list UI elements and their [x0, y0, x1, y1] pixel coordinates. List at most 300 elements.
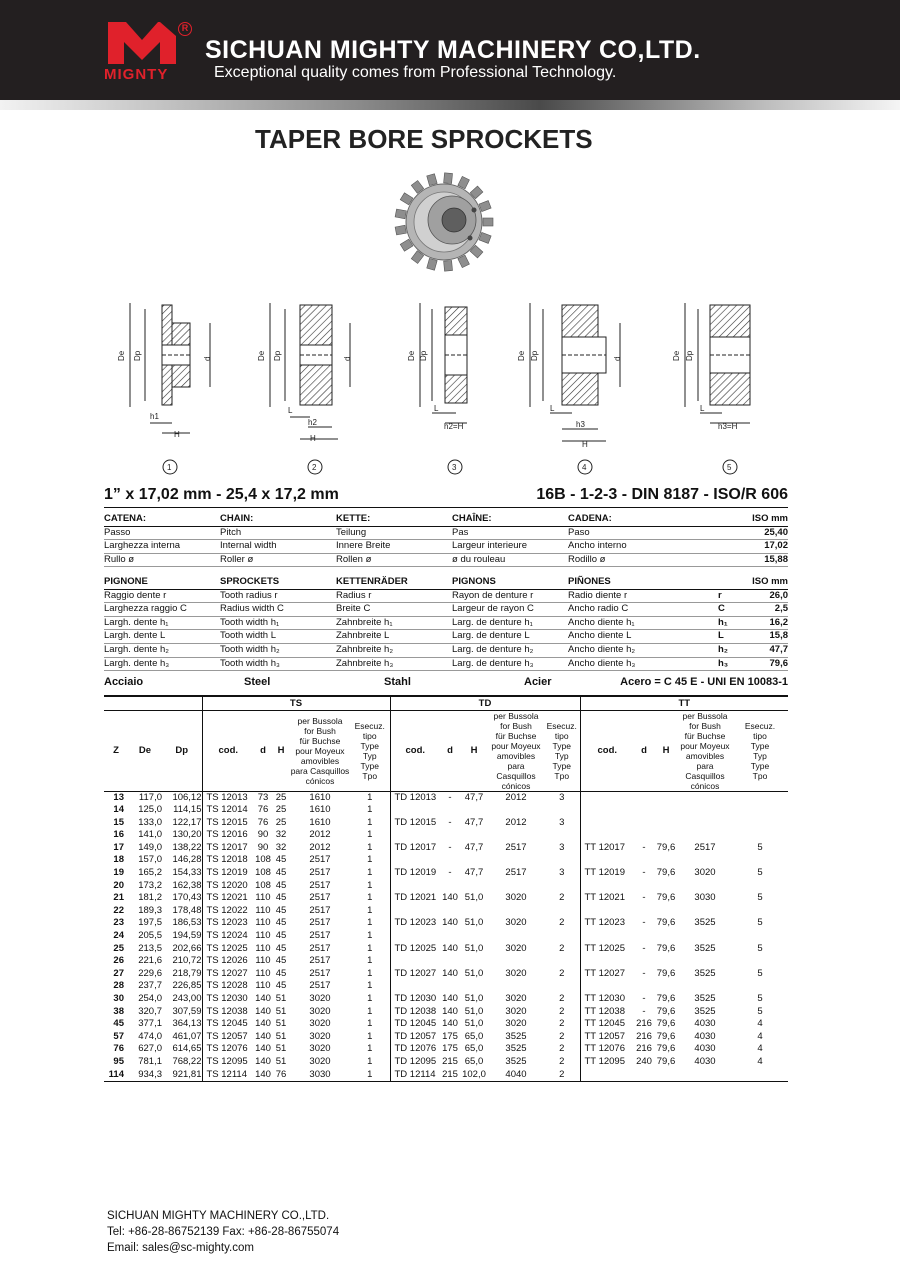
table-cell: 364,13 [172, 1018, 202, 1030]
table-cell: TS 12023 [202, 917, 254, 930]
table-cell: Roller ø [220, 553, 336, 567]
table-cell: 3030 [694, 892, 716, 904]
table-cell: 79,6 [656, 1018, 676, 1030]
table-cell: 921,81 [162, 1069, 202, 1082]
table-cell: Radius width C [220, 603, 336, 617]
table-cell: Zahnbreite h₂ [336, 643, 452, 657]
table-cell: 614,65 [172, 1043, 202, 1055]
table-cell: TS 12025 [202, 943, 254, 956]
table-cell: 20 [113, 879, 124, 891]
table-cell: 181,2 [138, 892, 162, 904]
table-cell: 47,7 [464, 841, 484, 853]
table-cell: 76 [257, 816, 269, 828]
table-cell: 2 [559, 1043, 565, 1055]
group-td: TD [390, 696, 580, 710]
table-cell: 3020 [505, 1018, 527, 1030]
table-cell: 122,17 [172, 816, 202, 828]
table-cell [654, 980, 678, 993]
table-cell [488, 829, 544, 842]
table-cell: 2012 [309, 829, 331, 841]
table-cell: Rollen ø [336, 553, 452, 567]
table-cell: TS 12019 [202, 867, 254, 880]
drawing-type-1 [117, 303, 212, 474]
material-en: Steel [244, 676, 271, 688]
table-cell: 25 [113, 942, 124, 954]
table-cell: 2517 [505, 867, 527, 879]
header-cell: PIGNONE [104, 576, 220, 589]
table-cell: r [718, 589, 748, 603]
table-cell: 141,0 [138, 829, 162, 841]
table-cell: - [448, 816, 452, 828]
table-cell: 76 [113, 1043, 124, 1055]
table-cell: 25 [275, 804, 287, 816]
table-cell: Ancho radio C [568, 603, 718, 617]
table-row [104, 867, 788, 880]
table-cell: 3020 [505, 1005, 527, 1017]
group-tt: TT [580, 696, 788, 710]
table-cell: 108 [255, 867, 271, 879]
table-cell: 110 [255, 955, 271, 967]
table-cell: 102,0 [460, 1069, 488, 1082]
table-cell: 178,48 [172, 904, 202, 916]
svg-text:Dp: Dp [273, 350, 282, 361]
table-cell: 140 [255, 1018, 271, 1030]
table-cell: 1 [367, 892, 373, 904]
table-cell [580, 980, 634, 993]
table-row [104, 526, 788, 540]
table-row [104, 589, 788, 603]
column-header: H [654, 710, 678, 791]
table-cell [390, 854, 440, 867]
svg-text:H: H [582, 440, 588, 449]
table-cell [488, 930, 544, 943]
table-cell: Largh. dente h₁ [104, 616, 220, 630]
sprocket-photo [394, 170, 494, 274]
table-cell [634, 791, 654, 804]
table-cell: - [642, 867, 646, 879]
table-cell: 45 [275, 917, 287, 929]
table-cell [732, 817, 788, 830]
table-cell: TT 12038 [580, 1006, 634, 1019]
table-cell: 3020 [309, 993, 331, 1004]
chain-size-spec: 1” x 17,02 mm - 25,4 x 17,2 mm [104, 486, 339, 503]
table-cell: TS 12114 [202, 1069, 254, 1082]
table-cell: TS 12028 [202, 980, 254, 993]
header-gradient-band [0, 100, 900, 110]
column-header: d [634, 710, 654, 791]
table-cell: 25 [275, 791, 287, 803]
table-cell: 197,5 [138, 917, 162, 929]
table-cell: 1610 [309, 816, 331, 828]
table-cell: 194,59 [172, 930, 202, 942]
table-cell: TD 12095 [390, 1056, 440, 1069]
table-row [104, 791, 788, 804]
table-cell: 25 [275, 816, 287, 828]
table-cell: 79,6 [656, 841, 676, 853]
table-cell [580, 817, 634, 830]
table-cell: 377,1 [138, 1018, 162, 1030]
table-cell: 140 [442, 993, 458, 1004]
table-cell: 3 [559, 867, 565, 879]
table-cell: 3020 [505, 967, 527, 979]
svg-text:1: 1 [167, 463, 172, 472]
table-cell: 461,07 [172, 1030, 202, 1042]
table-cell: 189,3 [138, 904, 162, 916]
table-cell: 5 [757, 993, 763, 1004]
table-cell: - [642, 942, 646, 954]
table-cell: 65,0 [464, 1055, 484, 1067]
table-cell: TD 12013 [390, 791, 440, 804]
table-cell: 16 [113, 829, 124, 841]
table-row [104, 630, 788, 644]
table-row [104, 955, 788, 968]
table-cell: Larg. de denture h₂ [452, 643, 568, 657]
table-cell: 51 [275, 1018, 287, 1030]
table-cell: 4040 [488, 1069, 544, 1082]
header-banner [0, 0, 900, 103]
table-cell: Rodillo ø [568, 553, 718, 567]
table-cell [634, 1069, 654, 1082]
table-cell [732, 930, 788, 943]
table-cell: h₃ [718, 657, 748, 671]
table-cell [544, 980, 580, 993]
table-cell: TT 12057 [580, 1031, 634, 1044]
table-cell [488, 804, 544, 817]
table-cell: 65,0 [464, 1043, 484, 1055]
table-cell: 108 [255, 879, 271, 891]
table-cell: Paso [568, 526, 718, 540]
table-cell: Ancho interno [568, 540, 718, 554]
table-cell: 215 [440, 1069, 460, 1082]
table-cell [634, 930, 654, 943]
table-cell [654, 905, 678, 918]
table-cell: Ancho diente L [568, 630, 718, 644]
table-cell [654, 1069, 678, 1082]
sprocket-tooth [395, 225, 406, 235]
drawing-type-2 [257, 303, 352, 474]
table-cell: 2517 [309, 967, 331, 979]
column-header: H [272, 710, 290, 791]
table-row [104, 643, 788, 657]
table-cell: Largh. dente L [104, 630, 220, 644]
column-header: cod. [580, 710, 634, 791]
table-cell: - [642, 917, 646, 929]
table-cell: 162,38 [172, 879, 202, 891]
table-cell: 45 [275, 904, 287, 916]
table-cell: 14 [113, 804, 124, 816]
table-cell: 781,1 [138, 1055, 162, 1067]
table-cell: 2 [559, 993, 565, 1004]
table-cell [732, 829, 788, 842]
table-cell: 45 [275, 892, 287, 904]
table-cell [580, 804, 634, 817]
table-cell [440, 905, 460, 918]
table-row [104, 892, 788, 905]
table-cell: 140 [442, 1005, 458, 1017]
table-cell [440, 955, 460, 968]
sprocket-tooth [395, 209, 406, 219]
table-cell [460, 880, 488, 893]
column-header: cod. [390, 710, 440, 791]
table-cell: Innere Breite [336, 540, 452, 554]
table-cell: 1 [367, 917, 373, 929]
svg-text:L: L [434, 404, 439, 413]
header-cell: SPROCKETS [220, 576, 336, 589]
table-cell: 45 [275, 980, 287, 992]
table-cell: 95 [113, 1055, 124, 1067]
table-cell: 51 [275, 1043, 287, 1055]
table-row [104, 616, 788, 630]
table-cell: 4030 [694, 1018, 716, 1030]
table-cell: 90 [257, 829, 269, 841]
svg-text:h3=H: h3=H [718, 422, 738, 431]
table-cell [678, 930, 732, 943]
table-cell: 170,43 [172, 892, 202, 904]
sprocket-tooth [427, 174, 437, 186]
column-header: d [254, 710, 272, 791]
table-cell [440, 804, 460, 817]
table-cell [678, 829, 732, 842]
table-cell: 110 [255, 967, 271, 979]
table-cell: 229,6 [138, 967, 162, 979]
table-cell: 2517 [309, 942, 331, 954]
sprocket-data-table [104, 695, 788, 1082]
group-ts: TS [202, 696, 390, 710]
table-cell [440, 829, 460, 842]
table-cell: 1 [367, 1030, 373, 1042]
table-cell: TD 12021 [390, 892, 440, 905]
table-row [104, 603, 788, 617]
table-cell: Rullo ø [104, 553, 220, 567]
table-cell: Breite C [336, 603, 452, 617]
table-cell: 2517 [309, 854, 331, 866]
table-cell: TT 12023 [580, 917, 634, 930]
table-cell: 1 [367, 967, 373, 979]
table-cell: 79,6 [656, 917, 676, 929]
table-cell: Pitch [220, 526, 336, 540]
svg-text:h3: h3 [576, 420, 585, 429]
svg-text:d: d [203, 356, 212, 361]
table-cell [732, 905, 788, 918]
material-de: Stahl [384, 676, 411, 688]
table-cell: 175 [442, 1030, 458, 1042]
table-cell [654, 791, 678, 804]
table-cell: 140 [442, 1018, 458, 1030]
table-cell [718, 553, 748, 567]
table-cell: 237,7 [138, 980, 162, 992]
table-cell [580, 930, 634, 943]
table-cell: 47,7 [464, 816, 484, 828]
table-cell: Raggio dente r [104, 589, 220, 603]
header-cell: KETTE: [336, 513, 452, 526]
table-cell [634, 817, 654, 830]
table-row [104, 657, 788, 671]
footer-contact: Tel: +86-28-86752139 Fax: +86-28-86755074 [107, 1226, 340, 1238]
table-cell: TT 12076 [580, 1043, 634, 1056]
table-cell: TD 12030 [390, 993, 440, 1006]
table-cell: Tooth width L [220, 630, 336, 644]
svg-text:Dp: Dp [685, 350, 694, 361]
table-cell: 3030 [290, 1069, 350, 1082]
table-cell: TD 12019 [390, 867, 440, 880]
svg-text:d: d [613, 356, 622, 361]
table-row [104, 553, 788, 567]
column-header: H [460, 710, 488, 791]
svg-text:3: 3 [452, 463, 457, 472]
table-cell: 1 [367, 1043, 373, 1055]
table-cell [460, 804, 488, 817]
table-cell: 79,6 [656, 1055, 676, 1067]
svg-text:h2: h2 [308, 418, 317, 427]
table-cell: Zahnbreite h₁ [336, 616, 452, 630]
table-cell: 45 [275, 879, 287, 891]
table-cell: 17 [113, 841, 124, 853]
table-cell: 627,0 [138, 1043, 162, 1055]
table-cell: 5 [757, 917, 763, 929]
table-cell: ø du rouleau [452, 553, 568, 567]
table-cell: 2517 [309, 904, 331, 916]
table-cell: Radio diente r [568, 589, 718, 603]
table-cell [580, 1069, 634, 1082]
table-cell: TD 12076 [390, 1043, 440, 1056]
table-cell [580, 905, 634, 918]
table-cell: Zahnbreite h₃ [336, 657, 452, 671]
table-cell: 1 [367, 804, 373, 816]
table-cell: 130,20 [172, 829, 202, 841]
table-cell: Larghezza interna [104, 540, 220, 554]
table-cell: TD 12015 [390, 817, 440, 830]
table-cell: 3 [559, 791, 565, 803]
table-cell: 140 [255, 993, 271, 1004]
column-header: Dp [162, 710, 202, 791]
table-cell: 79,6 [656, 867, 676, 879]
table-cell [440, 980, 460, 993]
table-cell [488, 980, 544, 993]
table-cell [732, 854, 788, 867]
table-cell: TD 12023 [390, 917, 440, 930]
table-cell: 133,0 [138, 816, 162, 828]
column-header: per Bussola for Bush für Buchse pour Moyeux amovibles para Casquillos cónicos [290, 710, 350, 791]
table-cell: TS 12021 [202, 892, 254, 905]
table-cell: - [642, 993, 646, 1004]
header-cell [718, 513, 748, 526]
table-cell: 38 [113, 1005, 124, 1017]
table-cell: TD 12027 [390, 968, 440, 981]
sprocket-tooth [479, 232, 491, 243]
table-cell: 202,66 [172, 942, 202, 954]
footer-email: Email: sales@sc-mighty.com [107, 1242, 254, 1254]
table-cell: 215 [442, 1055, 458, 1067]
table-cell: 240 [636, 1055, 652, 1067]
table-cell: 3 [559, 841, 565, 853]
table-cell: 3525 [505, 1055, 527, 1067]
table-cell: TS 12014 [202, 804, 254, 817]
table-row [104, 829, 788, 842]
table-cell [634, 804, 654, 817]
table-header-row [104, 576, 788, 589]
table-cell: 221,6 [138, 955, 162, 967]
svg-text:De: De [407, 350, 416, 361]
table-cell: 1 [367, 854, 373, 866]
table-cell: Largeur interieure [452, 540, 568, 554]
table-cell [678, 791, 732, 804]
svg-text:d: d [343, 356, 352, 361]
table-cell [440, 854, 460, 867]
table-cell: 17,02 [748, 540, 788, 554]
table-cell: 28 [113, 980, 124, 992]
table-cell: 320,7 [138, 1005, 162, 1017]
table-cell: 3525 [694, 967, 716, 979]
table-cell [732, 955, 788, 968]
table-cell: Largh. dente h₂ [104, 643, 220, 657]
table-cell: 45 [275, 854, 287, 866]
table-cell: 175 [442, 1043, 458, 1055]
svg-text:Dp: Dp [419, 350, 428, 361]
table-cell: 138,22 [172, 841, 202, 853]
table-cell: 15,88 [748, 553, 788, 567]
table-cell: 4030 [694, 1055, 716, 1067]
material-fr: Acier [524, 676, 552, 688]
table-cell: 5 [757, 1005, 763, 1017]
table-cell: 213,5 [138, 942, 162, 954]
table-cell: 1 [367, 879, 373, 891]
header-cell: KETTENRÄDER [336, 576, 452, 589]
table-cell [678, 804, 732, 817]
table-cell: 165,2 [138, 867, 162, 879]
table-cell: 3020 [694, 867, 716, 879]
table-cell: 51,0 [464, 1005, 484, 1017]
table-cell [460, 955, 488, 968]
table-cell: 3020 [309, 1018, 331, 1030]
logo-text: MIGNTY [104, 66, 169, 83]
table-cell: Tooth radius r [220, 589, 336, 603]
table-cell: 154,33 [172, 867, 202, 879]
table-cell: 47,7 [464, 791, 484, 803]
table-cell: 1 [367, 816, 373, 828]
table-cell: TD 12045 [390, 1018, 440, 1031]
table-cell: 173,2 [138, 879, 162, 891]
table-cell: 2 [559, 942, 565, 954]
table-cell: TS 12024 [202, 930, 254, 943]
table-cell [580, 791, 634, 804]
table-cell: 79,6 [656, 1030, 676, 1042]
table-cell: 13 [113, 791, 124, 803]
table-cell: 186,53 [172, 917, 202, 929]
table-cell: 24 [113, 930, 124, 942]
table-cell: 76 [272, 1069, 290, 1082]
table-cell [580, 854, 634, 867]
table-row [104, 1006, 788, 1019]
table-cell: 3020 [505, 892, 527, 904]
table-cell: 15 [113, 816, 124, 828]
svg-text:Dp: Dp [530, 350, 539, 361]
table-cell: 1 [367, 942, 373, 954]
table-cell: 5 [757, 841, 763, 853]
table-cell: Internal width [220, 540, 336, 554]
table-cell: TD 12057 [390, 1031, 440, 1044]
table-cell [654, 854, 678, 867]
table-cell: 3020 [505, 917, 527, 929]
table-cell: 45 [275, 867, 287, 879]
table-cell: L [718, 630, 748, 644]
sprocket-tooth [444, 173, 453, 184]
table-cell [654, 880, 678, 893]
column-header: cod. [202, 710, 254, 791]
table-cell [544, 905, 580, 918]
table-cell: 47,7 [748, 643, 788, 657]
sprocket-tooth [479, 201, 491, 212]
table-cell: 140 [442, 942, 458, 954]
